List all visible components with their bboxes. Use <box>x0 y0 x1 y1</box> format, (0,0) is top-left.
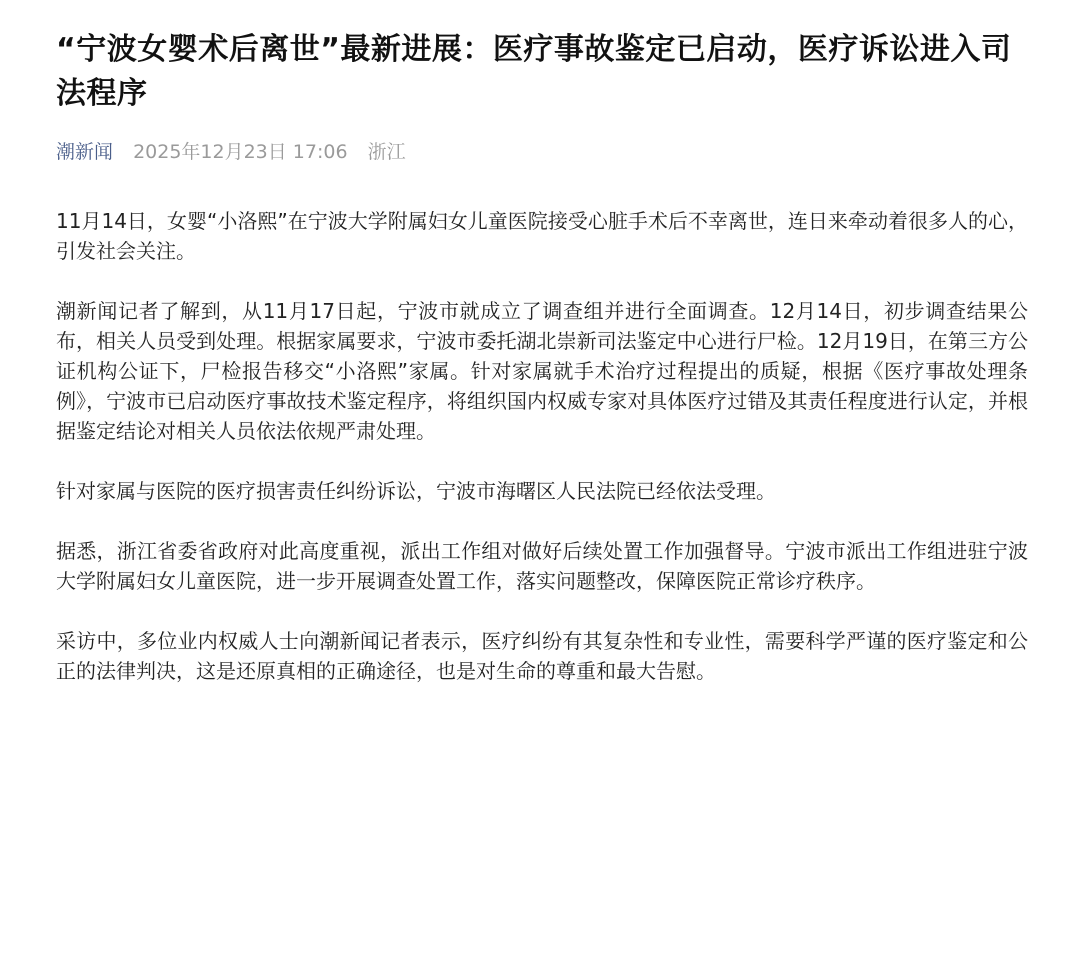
article-title: “宁波女婴术后离世”最新进展：医疗事故鉴定已启动，医疗诉讼进入司法程序 <box>56 32 1012 111</box>
article <box>56 28 1028 716</box>
paragraph: 据悉，浙江省委省政府对此高度重视，派出工作组对做好后续处置工作加强督导。宁波市派出工作组进驻宁波大学附属妇女儿童医院，进一步开展调查处置工作，落实问题整改，保障医院正常诊疗秩序。 <box>56 539 1028 593</box>
article-body <box>56 206 1028 686</box>
paragraph: 采访中，多位业内权威人士向潮新闻记者表示，医疗纠纷有其复杂性和专业性，需要科学严谨的医疗鉴定和公正的法律判决，这是还原真相的正确途径，也是对生命的尊重和最大告慰。 <box>56 629 1028 683</box>
paragraph: 潮新闻记者了解到，从11月17日起，宁波市就成立了调查组并进行全面调查。12月14日，初步调查结果公布，相关人员受到处理。根据家属要求，宁波市委托湖北崇新司法鉴定中心进行尸检。12月19日，在第三方公证机构公证下，尸检报告移交“小洛熙”家属。针对家属就手术治疗过程提出的质疑，根据《医疗事故处理条例》，宁波市已启动医疗事故技术鉴定程序，将组织国内权威专家对具体医疗过错及其责任程度进行认定，并根据鉴定结论对相关人员依法依规严肃处理。 <box>56 299 1028 443</box>
publish-datetime: 2025年12月23日 17:06 <box>133 141 348 163</box>
region-label: 浙江 <box>367 141 406 163</box>
article-meta <box>56 138 1028 166</box>
source-link[interactable]: 潮新闻 <box>56 141 114 163</box>
paragraph: 11月14日，女婴“小洛熙”在宁波大学附属妇女儿童医院接受心脏手术后不幸离世，连日来牵动着很多人的心，引发社会关注。 <box>56 209 1028 263</box>
paragraph: 针对家属与医院的医疗损害责任纠纷诉讼，宁波市海曙区人民法院已经依法受理。 <box>56 479 776 503</box>
